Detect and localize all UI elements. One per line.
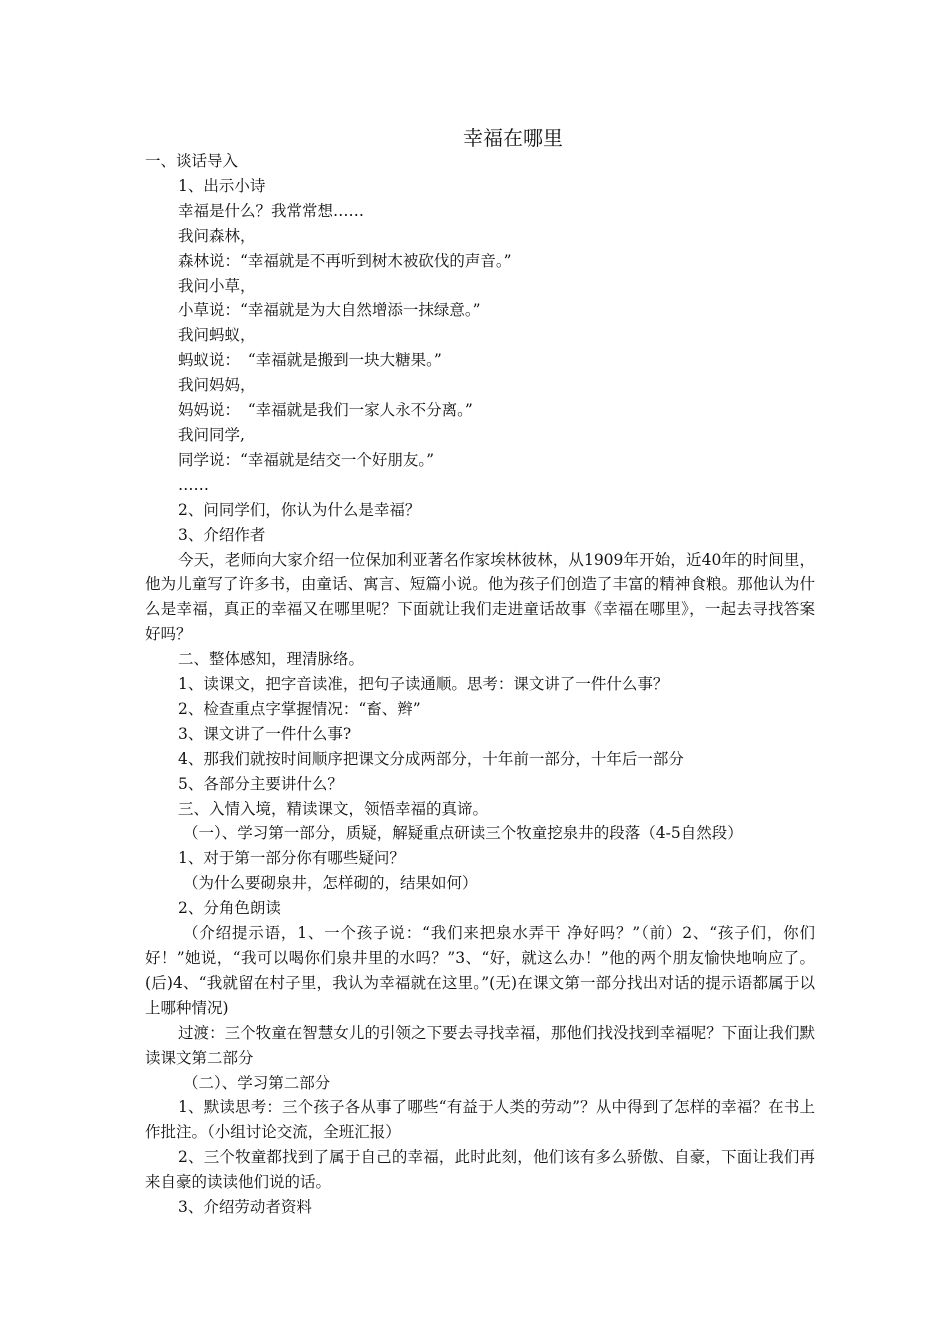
poem-line: 我问妈妈，: [178, 376, 256, 395]
document-title: 幸福在哪里: [463, 126, 563, 150]
poem-line: 我问同学,: [178, 425, 245, 444]
subsection-heading: （一）、学习第一部分，质疑，解疑重点研读三个牧童挖泉井的段落（4-5自然段）: [183, 824, 743, 843]
list-item: 2、分角色朗读: [178, 899, 281, 918]
poem-line: 我问森林，: [178, 226, 256, 245]
list-item: 1、对于第一部分你有哪些疑问？: [178, 849, 405, 868]
note-line: （为什么要砌泉井，怎样砌的，结果如何）: [183, 874, 478, 893]
poem-ellipsis: ……: [178, 475, 209, 494]
poem-line: 森林说：“幸福就是不再听到树木被砍伐的声音。”: [178, 251, 512, 270]
list-item: 1、出示小诗: [178, 176, 266, 195]
paragraph: 2、三个牧童都找到了属于自己的幸福，此时此刻，他们该有多么骄傲、自豪，下面让我们再来自豪的读读他们说的话。: [145, 1148, 815, 1192]
section-heading: 二、整体感知，理清脉络。: [178, 650, 365, 669]
section-heading: 三、入情入境，精读课文，领悟幸福的真谛。: [178, 799, 489, 818]
poem-line: 我问蚂蚁，: [178, 326, 256, 345]
list-item: 3、课文讲了一件什么事?: [178, 724, 352, 743]
poem-line: 同学说：“幸福就是结交一个好朋友。”: [178, 450, 435, 469]
list-item: 2、检查重点字掌握情况：“畜、辫”: [178, 699, 421, 718]
list-item: 1、读课文，把字音读准，把句子读通顺。思考：课文讲了一件什么事？: [178, 675, 669, 694]
list-item: 3、介绍劳动者资料: [178, 1198, 312, 1217]
section-heading: 一、谈话导入: [145, 152, 239, 170]
poem-line: 蚂蚁说： “幸福就是搬到一块大糖果。”: [178, 351, 442, 370]
subsection-heading: （二）、学习第二部分: [183, 1073, 331, 1092]
poem-line: 小草说：“幸福就是为大自然增添一抹绿意。”: [178, 301, 481, 320]
list-item: 2、问同学们，你认为什么是幸福？: [178, 500, 421, 519]
document-body: [145, 149, 815, 1220]
poem-line: 我问小草，: [178, 276, 256, 295]
list-item: 4、那我们就按时间顺序把课文分成两部分，十年前一部分，十年后一部分: [178, 749, 684, 768]
poem-line: 幸福是什么？我常常想……: [178, 201, 365, 220]
list-item: 5、各部分主要讲什么？: [178, 774, 343, 793]
poem-line: 妈妈说： “幸福就是我们一家人永不分离。”: [178, 401, 473, 420]
paragraph: 1、默读思考：三个孩子各从事了哪些“有益于人类的劳动”？从中得到了怎样的幸福？在书上作批注。（小组讨论交流，全班汇报）: [145, 1098, 815, 1142]
paragraph: 过渡：三个牧童在智慧女儿的引领之下要去寻找幸福，那他们找没找到幸福呢？下面让我们默读课文第二部分: [145, 1023, 815, 1067]
list-item: 3、介绍作者: [178, 525, 266, 544]
paragraph: （介绍提示语，1、一个孩子说：“我们来把泉水弄干 净好吗？”（前）2、“孩子们，你们好！”她说，“我可以喝你们泉井里的水吗？”3、“好，就这么办！”他的两个朋友愉快地响应了。(后)4、“我就留在村子里，我认为幸福就在这里。”(无)在课文第一部分找出对话的提示语都属于以上哪种情况): [145, 924, 815, 1017]
paragraph: 今天，老师向大家介绍一位保加利亚著名作家埃林彼林，从1909年开始，近40年的时间里，他为儿童写了许多书，由童话、寓言、短篇小说。他为孩子们创造了丰富的精神食粮。那他认为什么是幸福，真正的幸福又在哪里呢？下面就让我们走进童话故事《幸福在哪里》，一起去寻找答案好吗？: [145, 550, 815, 644]
